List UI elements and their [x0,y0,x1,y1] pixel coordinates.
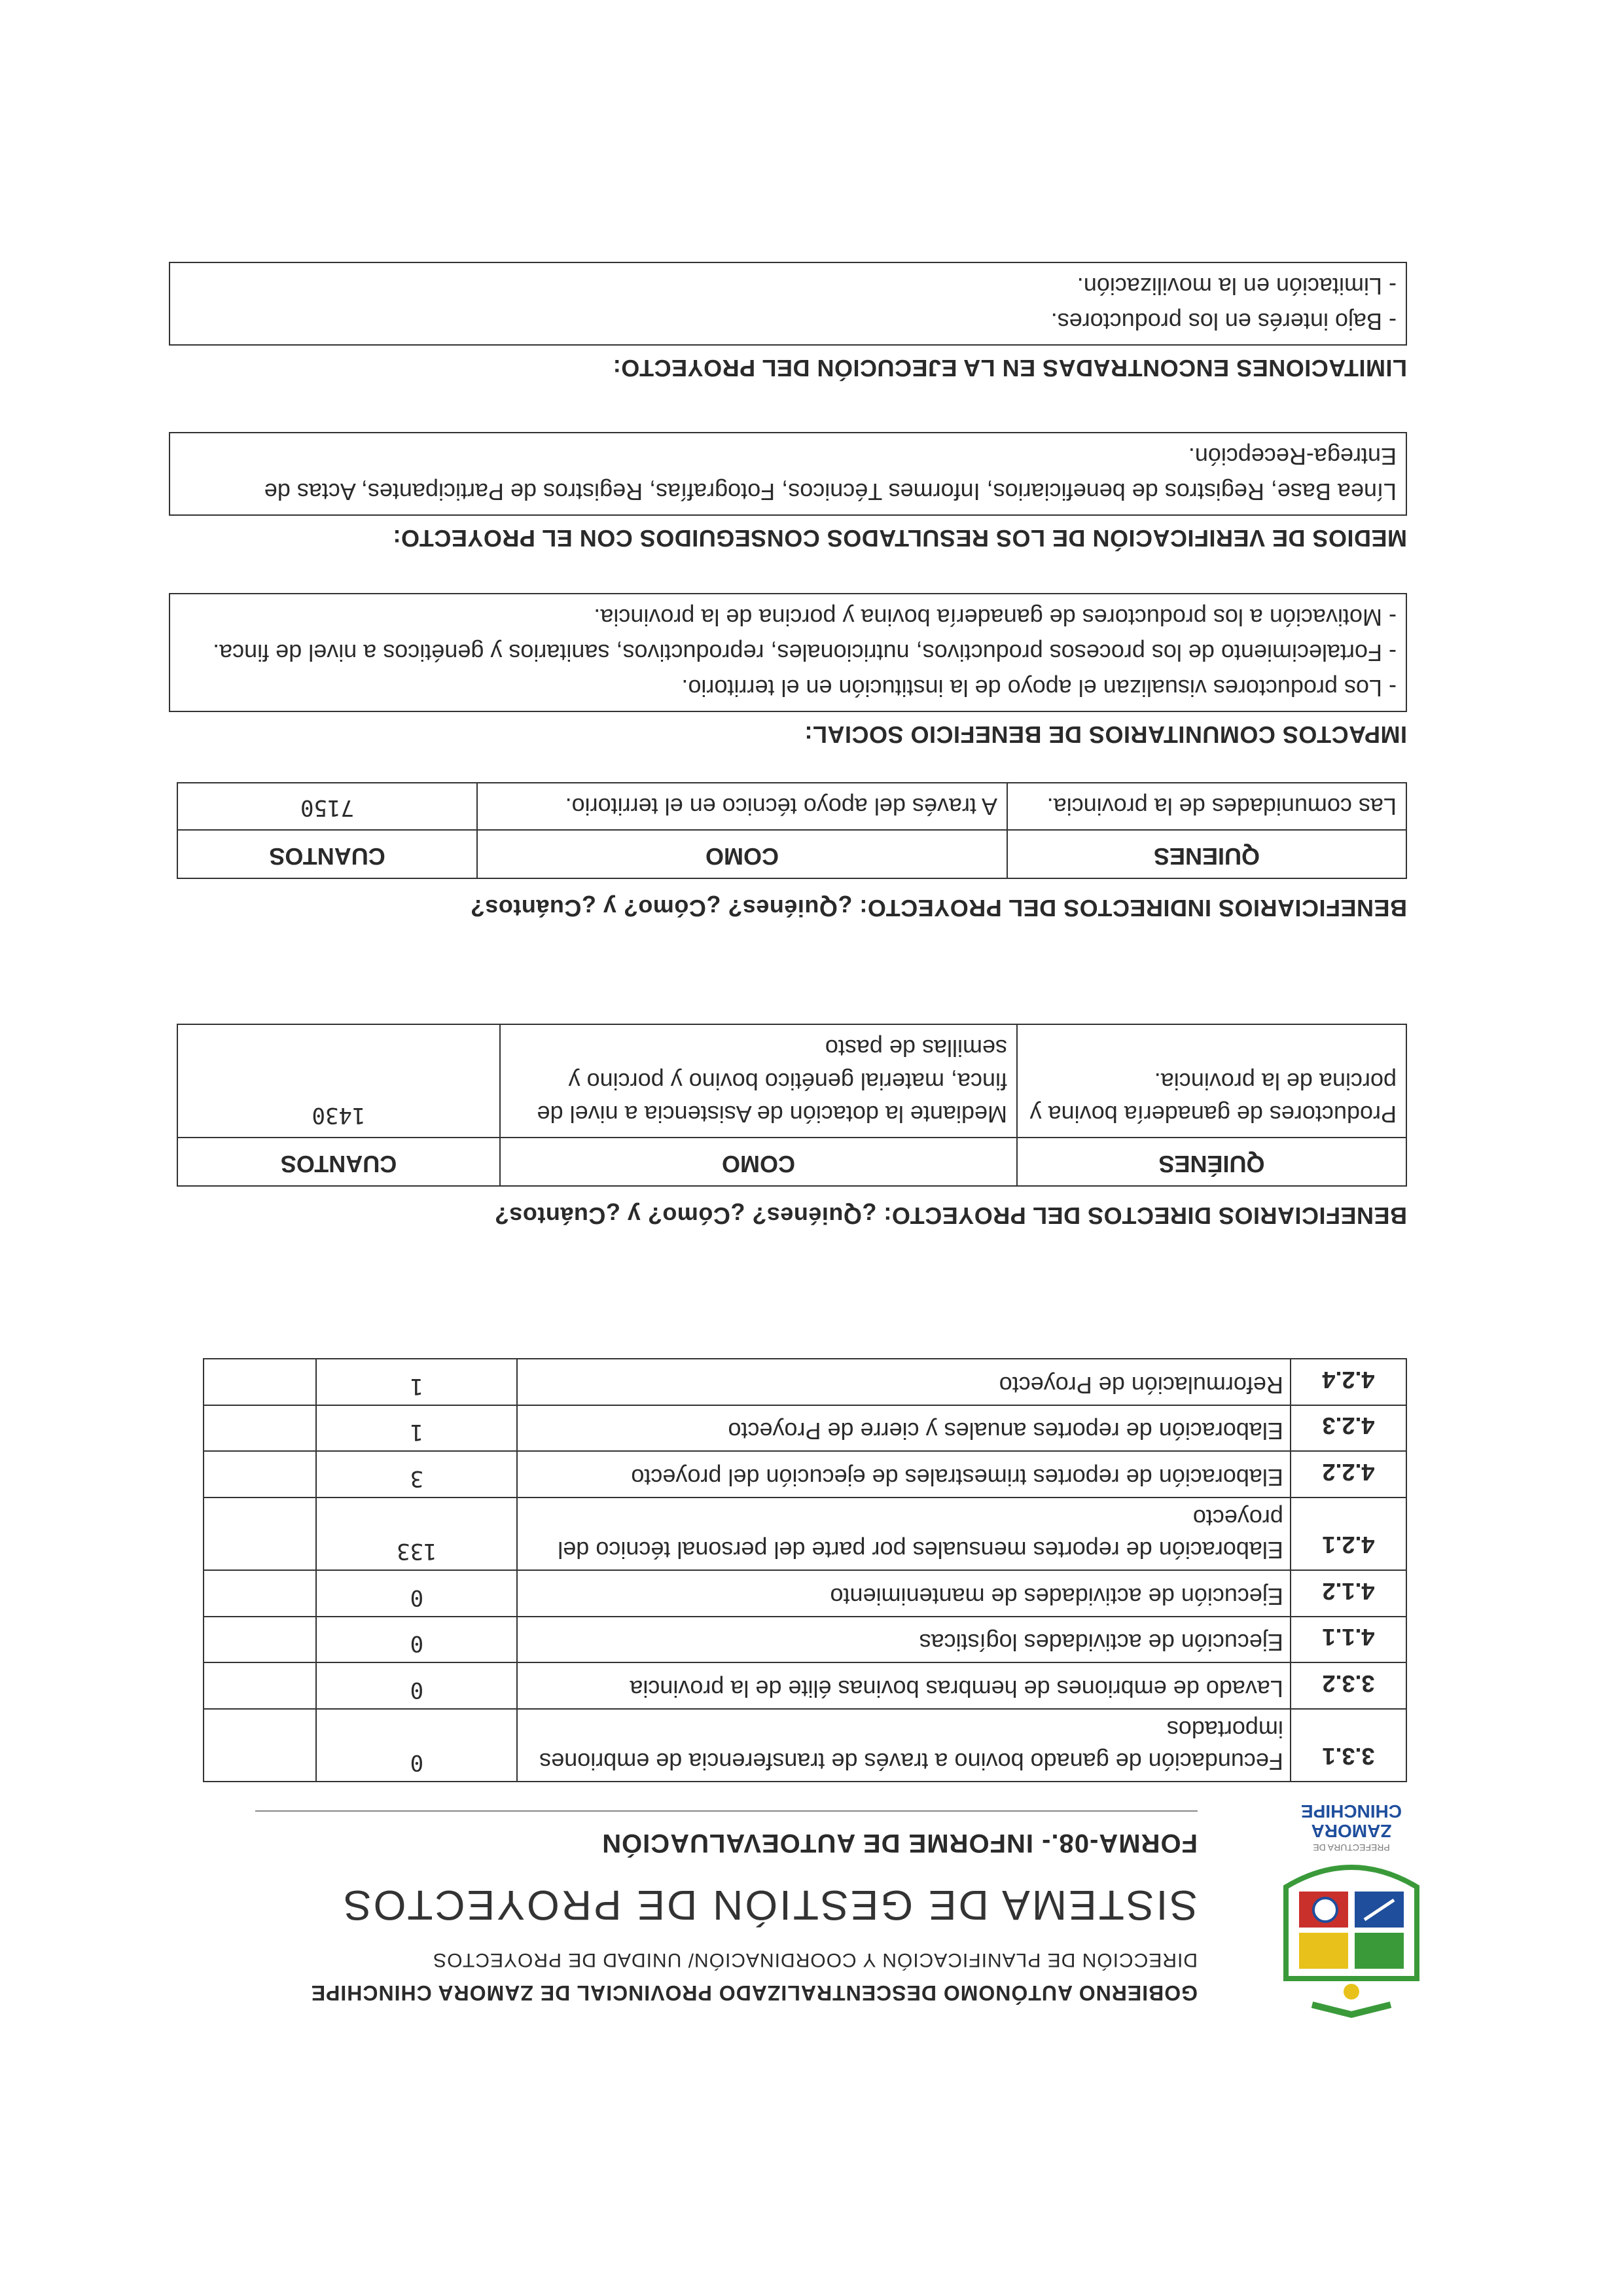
activities-table [203,1358,1407,1782]
verification-heading: MEDIOS DE VERIFICACIÓN DE LOS RESULTADOS CONSEGUIDOS CON EL PROYECTO: [393,525,1407,552]
activity-row [204,1662,1406,1709]
column-header-como: COMO [500,1138,1017,1186]
list-item: - Bajo interés en los productores. [1050,308,1397,335]
activity-value: 0 [316,1570,517,1617]
activity-empty-cell [204,1405,316,1452]
activity-code: 4.2.4 [1291,1359,1406,1405]
column-header-quienes: QUIENES [1007,830,1406,878]
organization-name: GOBIERNO AUTÓNOMO DESCENTRALIZADO PROVINCIAL DE ZAMORA CHINCHIPE [310,1981,1198,2005]
table-header-row [177,830,1406,878]
activity-description: Ejecución de actividades logísticas [517,1617,1290,1663]
direct-beneficiaries-table [177,1024,1407,1187]
form-title: FORMA-08.- INFORME DE AUTOEVALUACIÓN [601,1829,1198,1857]
indirect-beneficiaries-table [177,782,1407,879]
activity-value: 1 [316,1405,517,1452]
cell-como: A través del apoyo técnico en el territorio. [477,783,1007,830]
activity-empty-cell [204,1498,316,1570]
list-item: - Motivación a los productores de ganadería bovina y porcina de la provincia. [594,604,1397,631]
svg-text:PREFECTURA DE: PREFECTURA DE [1313,1842,1390,1853]
activity-description: Fecundación de ganado bovino a través de transferencia de embriones importados [517,1709,1290,1782]
activity-code: 4.2.1 [1291,1498,1406,1570]
verification-box [169,432,1407,516]
activity-description: Reformulación de Proyecto [517,1359,1290,1405]
indirect-beneficiaries-heading: BENEFICIARIOS INDIRECTOS DEL PROYECTO: ¿Quiénes? ¿Cómo? y ¿Cuántos? [470,895,1407,922]
activity-value: 3 [316,1451,517,1498]
activity-value: 133 [316,1498,517,1570]
cell-como: Mediante la dotación de Asistencia a nivel de finca, material genético bovino y porcino y semillas de pasto [500,1024,1017,1138]
activity-description: Lavado de embriones de hembras bovinas élite de la provincia [517,1662,1290,1709]
prefecture-logo [1273,1802,1430,2018]
activity-empty-cell [204,1359,316,1405]
svg-text:ZAMORA: ZAMORA [1311,1821,1392,1841]
activity-row [204,1359,1406,1405]
impacts-heading: IMPACTOS COMUNITARIOS DE BENEFICIO SOCIAL: [804,721,1407,748]
activity-description: Elaboración de reportes mensuales por parte del personal técnico del proyecto [517,1498,1290,1570]
activity-row [204,1498,1406,1570]
activity-row [204,1451,1406,1498]
column-header-cuantos: CUANTOS [177,830,477,878]
activity-code: 4.2.3 [1291,1405,1406,1452]
activity-code: 3.3.1 [1291,1709,1406,1782]
list-item: - Limitación en la movilización. [1077,273,1397,300]
activity-code: 4.1.2 [1291,1570,1406,1617]
activity-row [204,1405,1406,1452]
verification-text: Línea Base, Registros de beneficiarios, Informes Técnicos, Fotografías, Registros de Participantes, Actas de Entrega-Recepción. [264,443,1397,505]
activity-description: Ejecución de actividades de mantenimiento [517,1570,1290,1617]
list-item: - Fortalecimiento de los procesos productivos, nutricionales, reproductivos, sanitarios y genéticos a nivel de finca. [213,639,1397,666]
cell-cuantos: 7150 [177,783,477,830]
header-divider [255,1810,1198,1812]
cell-quienes: Las comunidades de la provincia. [1007,783,1406,830]
cell-cuantos: 1430 [177,1024,500,1138]
activity-description: Elaboración de reportes trimestrales de ejecución del proyecto [517,1451,1290,1498]
system-title: SISTEMA DE GESTIÓN DE PROYECTOS [341,1882,1198,1929]
list-item: - Los productores visualizan el apoyo de la institución en el territorio. [681,675,1397,702]
logo-emblem-icon [1273,1802,1430,2018]
department-name: DIRECCIÓN DE PLANIFICACIÓN Y COORDINACIÓN/ UNIDAD DE PROYECTOS [433,1949,1198,1971]
column-header-como: COMO [477,830,1007,878]
activity-code: 4.2.2 [1291,1451,1406,1498]
activity-value: 0 [316,1617,517,1663]
activity-value: 0 [316,1662,517,1709]
limitations-box [169,262,1407,346]
table-row [177,783,1406,830]
column-header-quienes: QUIÉNES [1017,1138,1406,1186]
activity-row [204,1709,1406,1782]
activity-empty-cell [204,1451,316,1498]
activity-code: 3.3.2 [1291,1662,1406,1709]
activity-description: Elaboración de reportes anuales y cierre de Proyecto [517,1405,1290,1452]
activity-value: 1 [316,1359,517,1405]
activity-empty-cell [204,1570,316,1617]
activity-empty-cell [204,1709,316,1782]
limitations-heading: LIMITACIONES ENCONTRADAS EN LA EJECUCIÓN DEL PROYECTO: [613,355,1407,382]
direct-beneficiaries-heading: BENEFICIARIOS DIRECTOS DEL PROYECTO: ¿Quiénes? ¿Cómo? y ¿Cuántos? [494,1202,1407,1229]
activity-empty-cell [204,1617,316,1663]
activity-row [204,1570,1406,1617]
column-header-cuantos: CUANTOS [177,1138,500,1186]
activity-row [204,1617,1406,1663]
svg-text:CHINCHIPE: CHINCHIPE [1300,1802,1402,1821]
impacts-box [169,593,1407,712]
activity-empty-cell [204,1662,316,1709]
table-header-row [177,1138,1406,1186]
table-row [177,1024,1406,1138]
cell-quienes: Productores de ganadería bovina y porcina de la provincia. [1017,1024,1406,1138]
activity-value: 0 [316,1709,517,1782]
activity-code: 4.1.1 [1291,1617,1406,1663]
